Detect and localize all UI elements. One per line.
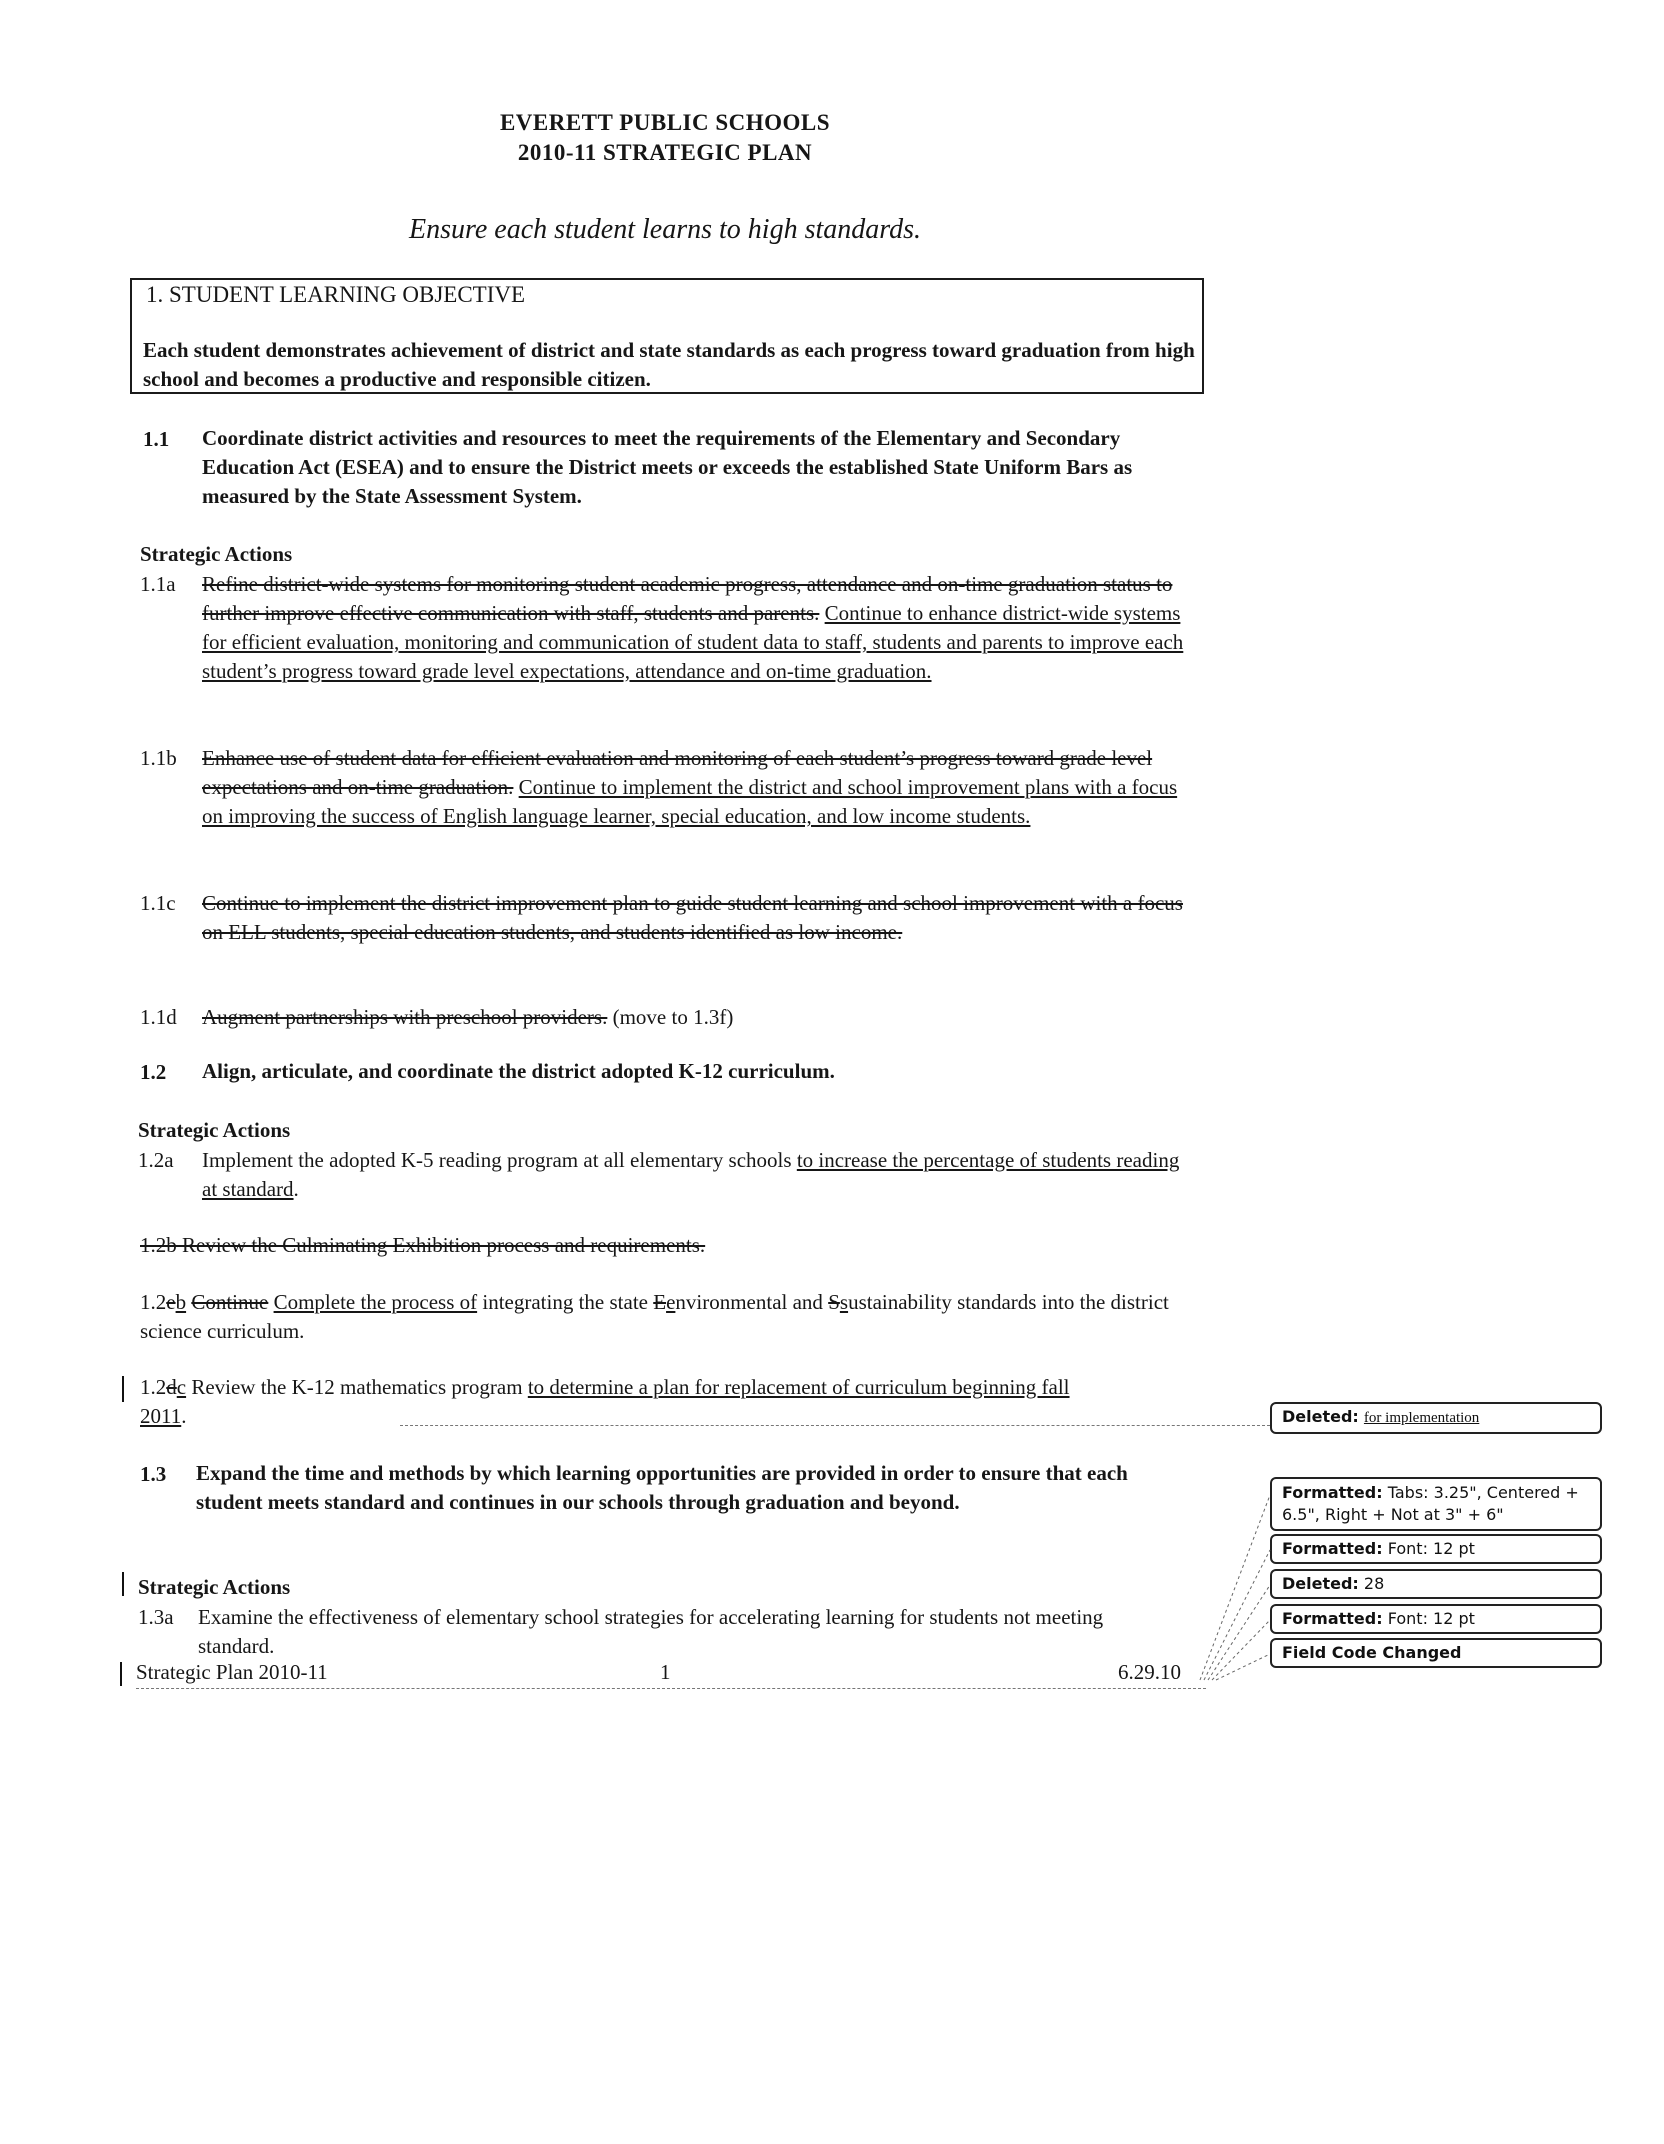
comment-label: Deleted: [1282, 1407, 1359, 1426]
inserted-text: Complete the process of [273, 1290, 478, 1314]
item-text: Examine the effectiveness of elementary school strategies for accelerating learning for students not meeting standard. [198, 1605, 1104, 1658]
objective-box [130, 278, 1204, 394]
footer-tab-leader [136, 1688, 1206, 1689]
item-label: 1.2 [140, 1375, 167, 1399]
inserted-text: to determine a plan for replacement of curriculum beginning fall 2011 [140, 1375, 1070, 1428]
document-header-line2: 2010-11 STRATEGIC PLAN [517, 140, 813, 165]
deleted-text: d [166, 1375, 177, 1399]
change-bar [120, 1662, 122, 1686]
comment-text: Font: 12 pt [1387, 1609, 1475, 1628]
item-end: . [293, 1177, 299, 1201]
item-label: 1.2a [138, 1148, 174, 1172]
item-text [202, 1003, 1197, 1032]
footer-left: Strategic Plan 2010-11 [136, 1660, 328, 1684]
inserted-text: to increase the percentage of students reading at standard [202, 1148, 1180, 1201]
deleted-text: e [166, 1290, 176, 1314]
comment-label: Formatted: [1282, 1483, 1383, 1502]
footer-date: 6.29.10 [1118, 1660, 1181, 1684]
comment-balloon[interactable] [1270, 1569, 1602, 1599]
comment-leader-line [400, 1425, 1270, 1426]
comment-text: for implementation [1363, 1410, 1480, 1426]
inserted-text: s [839, 1290, 849, 1314]
deleted-text: Continue [191, 1290, 269, 1314]
goal-number: 1.3 [140, 1462, 167, 1486]
item-end: . [181, 1404, 187, 1428]
item-text [140, 1373, 1120, 1431]
deleted-text: S [828, 1290, 840, 1314]
item-body: nvironmental and [675, 1290, 829, 1314]
objective-title: 1. STUDENT LEARNING OBJECTIVE [146, 282, 526, 307]
item-label: 1.3a [138, 1605, 174, 1629]
item-body: Implement the adopted K-5 reading program at all elementary schools [202, 1148, 797, 1172]
deleted-text: Enhance use of student data for efficient evaluation and monitoring of each student’s progress toward grade level expectations and on-time graduation. [202, 746, 1153, 799]
comment-balloon[interactable] [1270, 1534, 1602, 1564]
inserted-text: Continue to enhance district-wide systems for efficient evaluation, monitoring and communication of student data to staff, students and parents to improve each student’s progress toward grade level expectations, attendance and on-time graduation. [202, 601, 1184, 683]
comment-balloon[interactable] [1270, 1638, 1602, 1668]
comment-text: 28 [1363, 1574, 1385, 1593]
comment-leader-lines [1190, 1410, 1280, 1700]
comment-balloon[interactable] [1270, 1402, 1602, 1434]
item-text [202, 1146, 1182, 1204]
item-text [202, 889, 1197, 947]
comment-label: Formatted: [1282, 1609, 1383, 1628]
inserted-text: e [666, 1290, 676, 1314]
deleted-item: 1.2b Review the Culminating Exhibition process and requirements. [140, 1233, 706, 1257]
inserted-text: c [176, 1375, 187, 1399]
item-text [202, 744, 1197, 831]
item-body: ustainability standards into the district science curriculum. [140, 1290, 1169, 1343]
item-body: Review the K-12 mathematics program [186, 1375, 528, 1399]
goal-number: 1.1 [143, 427, 170, 451]
document-motto: Ensure each student learns to high standards. [408, 214, 921, 245]
change-bar [122, 1572, 124, 1596]
item-text [140, 1288, 1200, 1346]
inserted-text: Continue to implement the district and school improvement plans with a focus on improving the success of English language learner, special education, and low income students. [202, 775, 1178, 828]
goal-text: Coordinate district activities and resources to meet the requirements of the Elementary and Secondary Education Act (ESEA) and to ensure the District meets or exceeds the established State Uniform Bars as measured by the State Assessment System. [202, 426, 1133, 508]
objective-text: Each student demonstrates achievement of district and state standards as each progress toward graduation from high school and becomes a productive and responsible citizen. [143, 338, 1195, 391]
deleted-text: Continue to implement the district improvement plan to guide student learning and school improvement with a focus on ELL students, special education students, and students identified as low income. [202, 891, 1183, 944]
goal-text: Expand the time and methods by which learning opportunities are provided in order to ensure that each student meets standard and continues in our schools through graduation and beyond. [196, 1461, 1128, 1514]
goal-number: 1.2 [140, 1060, 167, 1084]
item-body: integrating the state [477, 1290, 654, 1314]
footer-page-number: 1 [660, 1660, 671, 1684]
item-text [202, 570, 1197, 686]
item-label: 1.1c [140, 891, 176, 915]
deleted-text: Augment partnerships with preschool providers. [202, 1005, 608, 1029]
item-note: (move to 1.3f) [607, 1005, 734, 1029]
comment-balloon[interactable] [1270, 1477, 1602, 1531]
inserted-text: b [175, 1290, 187, 1314]
comment-text: Font: 12 pt [1387, 1539, 1475, 1558]
item-label: 1.1d [140, 1005, 177, 1029]
change-bar [122, 1376, 124, 1402]
comment-label: Deleted: [1282, 1574, 1359, 1593]
strategic-actions-label: Strategic Actions [138, 1118, 291, 1142]
item-label: 1.2 [140, 1290, 167, 1314]
comment-text: Tabs: 3.25", Centered + 6.5", Right + Not at 3" + 6" [1282, 1483, 1579, 1524]
comment-label: Field Code Changed [1282, 1643, 1462, 1662]
deleted-text: E [653, 1290, 667, 1314]
strategic-actions-label: Strategic Actions [138, 1575, 291, 1599]
item-label: 1.1a [140, 572, 176, 596]
deleted-text: Refine district-wide systems for monitoring student academic progress, attendance and on-time graduation status to further improve effective communication with staff, students and parents. [202, 572, 1173, 625]
comment-label: Formatted: [1282, 1539, 1383, 1558]
goal-text: Align, articulate, and coordinate the district adopted K-12 curriculum. [202, 1059, 835, 1083]
document-header-line1: EVERETT PUBLIC SCHOOLS [499, 110, 831, 135]
item-label: 1.1b [140, 746, 177, 770]
comment-balloon[interactable] [1270, 1604, 1602, 1634]
strategic-actions-label: Strategic Actions [140, 542, 293, 566]
